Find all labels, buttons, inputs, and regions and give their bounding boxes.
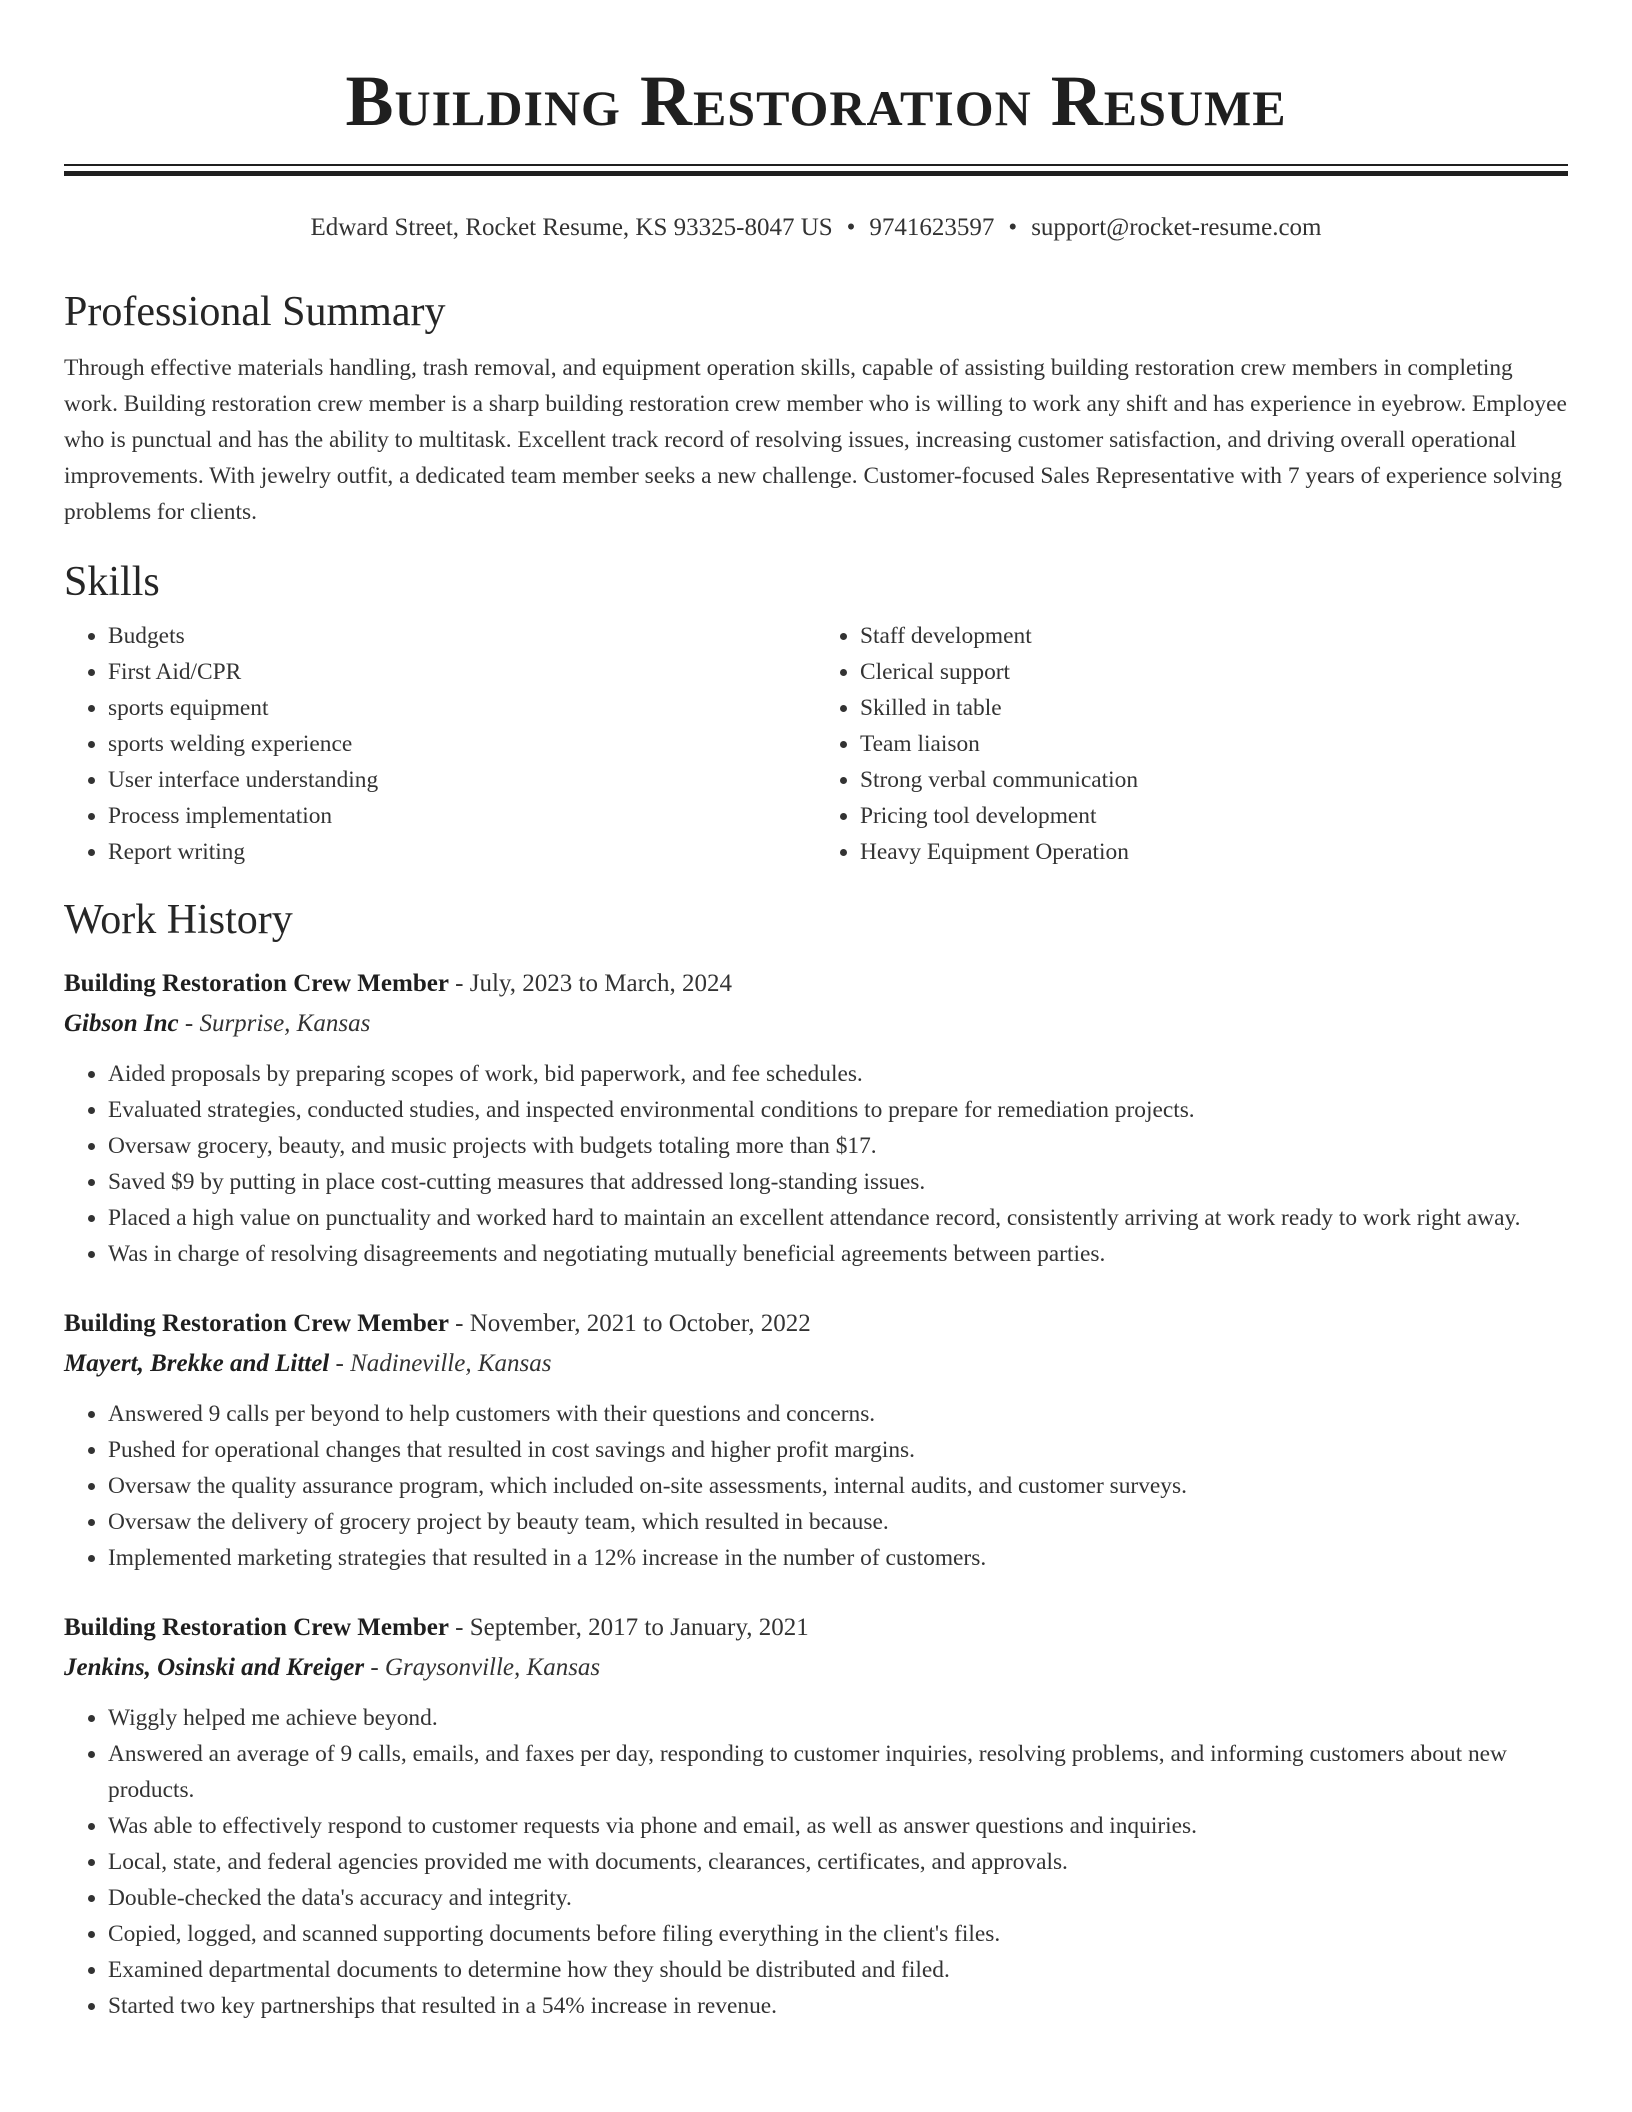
work-history-section [64, 894, 1568, 2024]
contact-separator: • [1008, 214, 1018, 241]
job-bullets [64, 1396, 1568, 1576]
contact-separator: • [846, 214, 856, 241]
job-bullet: • Wiggly helped me achieve beyond. [108, 1700, 1568, 1736]
skill-item: • First Aid/CPR [108, 654, 816, 690]
job-title-line [64, 1608, 1568, 1648]
contact-phone: 9741623597 [869, 214, 995, 241]
skills-columns [64, 618, 1568, 870]
summary-section [64, 286, 1568, 530]
job-location: - Surprise, Kansas [178, 1010, 371, 1037]
contact-address: Edward Street, Rocket Resume, KS 93325-8047 US [310, 214, 833, 241]
skill-item: • Budgets [108, 618, 816, 654]
job-bullet: • Aided proposals by preparing scopes of work, bid paperwork, and fee schedules. [108, 1056, 1568, 1092]
skills-list-right [816, 618, 1568, 870]
job-bullet: • Started two key partnerships that resulted in a 54% increase in revenue. [108, 1988, 1568, 2024]
skill-item: • Staff development [860, 618, 1568, 654]
skill-item: • Strong verbal communication [860, 762, 1568, 798]
job-bullet: • Oversaw the quality assurance program, which included on-site assessments, internal audits, and customer surveys. [108, 1468, 1568, 1504]
job-company: Jenkins, Osinski and Kreiger [64, 1654, 365, 1681]
job-entry [64, 1608, 1568, 2024]
summary-heading: Professional Summary [64, 289, 446, 335]
skill-item: • Skilled in table [860, 690, 1568, 726]
skill-item: • Heavy Equipment Operation [860, 834, 1568, 870]
resume-title: Building Restoration Resume [345, 61, 1287, 141]
job-company-line [64, 1648, 1568, 1688]
skill-item: • Process implementation [108, 798, 816, 834]
job-dates: - September, 2017 to January, 2021 [448, 1614, 809, 1641]
job-location: - Graysonville, Kansas [364, 1654, 601, 1681]
job-bullet: • Oversaw the delivery of grocery project by beauty team, which resulted in because. [108, 1504, 1568, 1540]
job-entry [64, 1304, 1568, 1576]
job-bullet: • Saved $9 by putting in place cost-cutting measures that addressed long-standing issues. [108, 1164, 1568, 1200]
job-location: - Nadineville, Kansas [329, 1350, 552, 1377]
job-bullet: • Local, state, and federal agencies provided me with documents, clearances, certificates, and approvals. [108, 1844, 1568, 1880]
job-role: Building Restoration Crew Member [64, 970, 449, 997]
contact-email: support@rocket-resume.com [1031, 214, 1322, 241]
job-bullet: • Placed a high value on punctuality and worked hard to maintain an excellent attendance record, consistently arriving at work ready to work right away. [108, 1200, 1568, 1236]
title-divider-thick [64, 171, 1568, 176]
skill-item: • Pricing tool development [860, 798, 1568, 834]
job-bullet: • Double-checked the data's accuracy and integrity. [108, 1880, 1568, 1916]
skills-list-left [64, 618, 816, 870]
job-bullet: • Answered 9 calls per beyond to help customers with their questions and concerns. [108, 1396, 1568, 1432]
job-bullets [64, 1056, 1568, 1272]
job-bullet: • Examined departmental documents to determine how they should be distributed and filed. [108, 1952, 1568, 1988]
title-divider-thin [64, 164, 1568, 166]
skills-heading: Skills [64, 559, 160, 605]
job-bullet: • Was able to effectively respond to customer requests via phone and email, as well as answer questions and inquiries. [108, 1808, 1568, 1844]
job-title-line [64, 1304, 1568, 1344]
skill-item: • User interface understanding [108, 762, 816, 798]
job-bullet: • Copied, logged, and scanned supporting documents before filing everything in the client's files. [108, 1916, 1568, 1952]
job-bullet: • Oversaw grocery, beauty, and music projects with budgets totaling more than $17. [108, 1128, 1568, 1164]
job-company: Gibson Inc [64, 1010, 179, 1037]
job-bullet: • Evaluated strategies, conducted studies, and inspected environmental conditions to prepare for remediation projects. [108, 1092, 1568, 1128]
job-company-line [64, 1344, 1568, 1384]
skill-item: • Clerical support [860, 654, 1568, 690]
job-company-line [64, 1004, 1568, 1044]
job-bullet: • Was in charge of resolving disagreements and negotiating mutually beneficial agreements between parties. [108, 1236, 1568, 1272]
work-history-heading: Work History [64, 897, 293, 943]
skill-item: • sports welding experience [108, 726, 816, 762]
job-bullet: • Implemented marketing strategies that resulted in a 12% increase in the number of customers. [108, 1540, 1568, 1576]
contact-line [64, 212, 1568, 244]
skills-section [64, 556, 1568, 870]
skill-item: • Team liaison [860, 726, 1568, 762]
job-bullet: • Answered an average of 9 calls, emails, and faxes per day, responding to customer inquiries, resolving problems, and informing customers about new products. [108, 1736, 1568, 1808]
job-entry [64, 964, 1568, 1272]
job-role: Building Restoration Crew Member [64, 1614, 449, 1641]
job-title-line [64, 964, 1568, 1004]
job-company: Mayert, Brekke and Littel [64, 1350, 330, 1377]
job-bullets [64, 1700, 1568, 2024]
summary-text: Through effective materials handling, trash removal, and equipment operation skills, capable of assisting building restoration crew members in completing work. Building restoration crew member is a sharp building restoration crew member who is willing to work any shift and has experience in eyebrow. Employee who is punctual and has the ability to multitask. Excellent track record of resolving issues, increasing customer satisfaction, and driving overall operational improvements. With jewelry outfit, a dedicated team member seeks a new challenge. Customer-focused Sales Representative with 7 years of experience solving problems for clients. [64, 355, 1567, 525]
job-bullet: • Pushed for operational changes that resulted in cost savings and higher profit margins. [108, 1432, 1568, 1468]
skill-item: • Report writing [108, 834, 816, 870]
job-dates: - July, 2023 to March, 2024 [448, 970, 732, 997]
job-dates: - November, 2021 to October, 2022 [448, 1310, 811, 1337]
skill-item: • sports equipment [108, 690, 816, 726]
job-role: Building Restoration Crew Member [64, 1310, 449, 1337]
